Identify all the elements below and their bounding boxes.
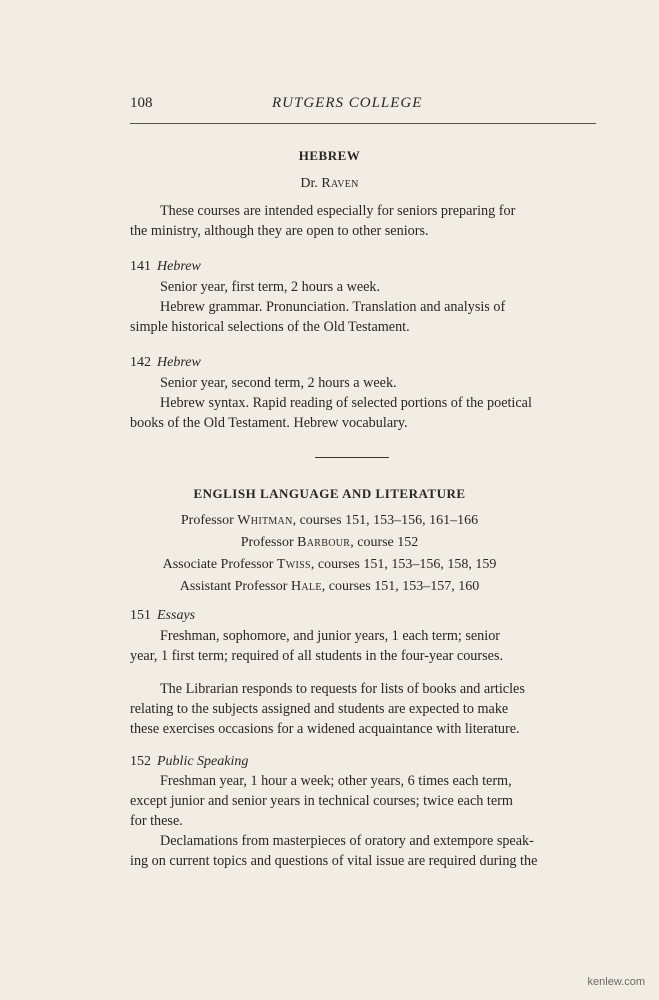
- running-title: RUTGERS COLLEGE: [272, 95, 423, 111]
- course-152-p1-line1: Freshman year, 1 hour a week; other years, 6 times each term,: [160, 773, 512, 789]
- faculty-line-1: [0, 513, 659, 529]
- faculty-name: Twiss: [276, 557, 311, 572]
- course-151-p2-line1: The Librarian responds to requests for lists of books and articles: [160, 681, 525, 697]
- header-rule: [130, 123, 596, 124]
- course-heading-152: [130, 754, 248, 770]
- course-152-p1-line2: except junior and senior years in technical courses; twice each term: [130, 793, 513, 809]
- hebrew-intro-line2: the ministry, although they are open to other seniors.: [130, 223, 429, 239]
- faculty-line-3: [0, 557, 659, 573]
- faculty-courses: , course 152: [350, 535, 419, 550]
- course-number: 151: [130, 608, 151, 623]
- course-151-p1-line2: year, 1 first term; required of all students in the four-year courses.: [130, 648, 504, 664]
- course-141-desc-line2: simple historical selections of the Old Testament.: [130, 319, 410, 335]
- faculty-name: Whitman: [237, 513, 293, 528]
- course-152-p2-line2: ing on current topics and questions of vital issue are required during the: [130, 853, 538, 869]
- instructor-prefix: Dr.: [300, 176, 318, 191]
- faculty-title: Associate Professor: [162, 557, 274, 572]
- faculty-line-4: [0, 579, 659, 595]
- faculty-name: Barbour: [297, 535, 351, 550]
- course-number: 141: [130, 259, 151, 274]
- course-title: Hebrew: [157, 259, 201, 274]
- course-heading-142: [130, 355, 201, 371]
- faculty-courses: , courses 151, 153–156, 158, 159: [310, 557, 497, 572]
- watermark: kenlew.com: [587, 976, 645, 988]
- faculty-courses: , courses 151, 153–157, 160: [321, 579, 480, 594]
- section-divider: [315, 457, 389, 458]
- course-title: Hebrew: [157, 355, 201, 370]
- page-number: 108: [130, 95, 153, 111]
- course-141-desc-line1: Hebrew grammar. Pronunciation. Translation and analysis of: [160, 299, 506, 315]
- course-152-p1-line3: for these.: [130, 813, 183, 829]
- course-number: 152: [130, 754, 151, 769]
- course-151-p2-line3: these exercises occasions for a widened acquaintance with literature.: [130, 721, 520, 737]
- course-heading-151: [130, 608, 195, 624]
- course-title: Essays: [157, 608, 196, 623]
- section-heading-english: ENGLISH LANGUAGE AND LITERATURE: [193, 486, 466, 501]
- section-heading-hebrew: HEBREW: [298, 148, 361, 163]
- course-151-p2-line2: relating to the subjects assigned and students are expected to make: [130, 701, 509, 717]
- course-number: 142: [130, 355, 151, 370]
- faculty-name: Hale: [290, 579, 322, 594]
- faculty-courses: , courses 151, 153–156, 161–166: [292, 513, 479, 528]
- hebrew-instructor: [0, 176, 659, 192]
- faculty-title: Professor: [180, 513, 234, 528]
- course-142-desc-line1: Hebrew syntax. Rapid reading of selected portions of the poetical: [160, 395, 532, 411]
- course-152-p2-line1: Declamations from masterpieces of oratory and extempore speak-: [160, 833, 534, 849]
- hebrew-intro-line1: These courses are intended especially for seniors preparing for: [160, 203, 516, 219]
- course-title: Public Speaking: [157, 754, 249, 769]
- course-141-schedule: Senior year, first term, 2 hours a week.: [160, 279, 381, 295]
- course-151-p1-line1: Freshman, sophomore, and junior years, 1 each term; senior: [160, 628, 501, 644]
- course-142-desc-line2: books of the Old Testament. Hebrew vocabulary.: [130, 415, 408, 431]
- faculty-title: Professor: [240, 535, 294, 550]
- faculty-title: Assistant Professor: [179, 579, 288, 594]
- faculty-line-2: [0, 535, 659, 551]
- instructor-name: Raven: [321, 176, 359, 191]
- course-heading-141: [130, 259, 201, 275]
- course-142-schedule: Senior year, second term, 2 hours a week.: [160, 375, 397, 391]
